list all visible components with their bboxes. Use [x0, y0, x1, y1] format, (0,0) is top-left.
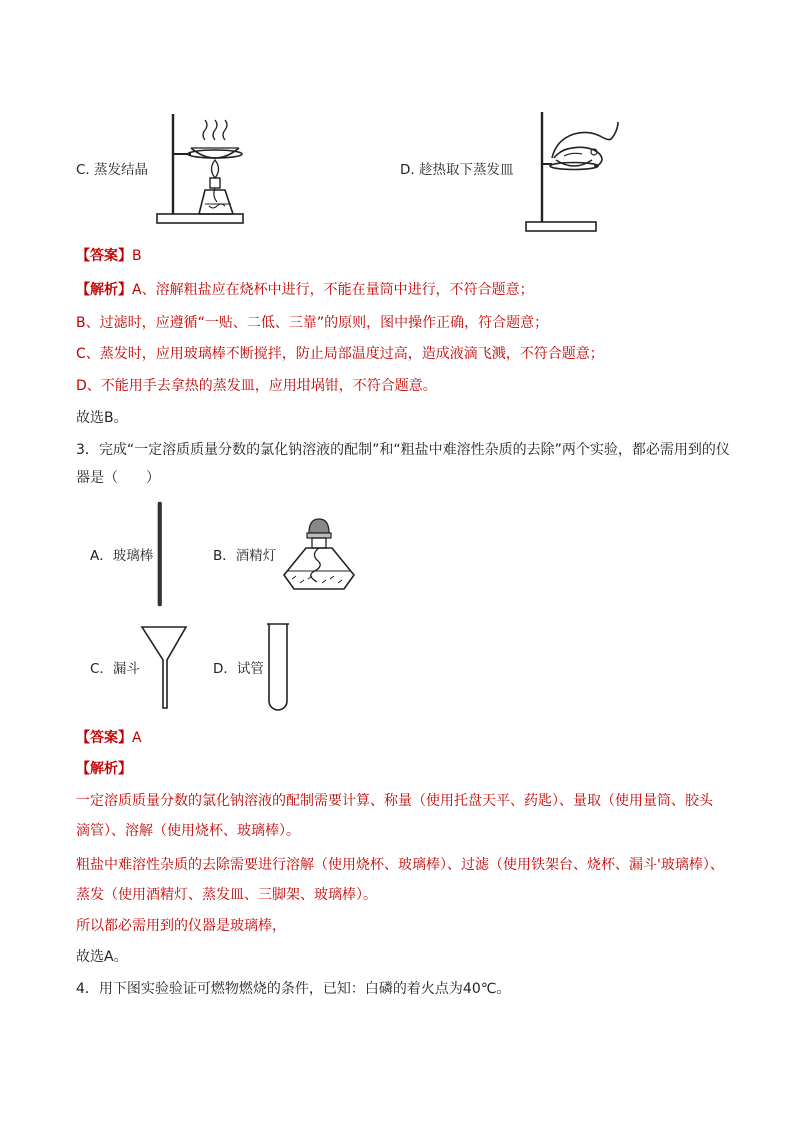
q3-analysis-line-1: 一定溶质质量分数的氯化钠溶液的配制需要计算、称量（使用托盘天平、药匙）、量取（使用量筒、胶头 [76, 793, 713, 809]
glass-rod-figure [155, 500, 165, 610]
q3-stem-line-2: 器是（ ） [76, 470, 160, 486]
q3-option-a: A．玻璃棒 [90, 548, 154, 564]
q3-analysis-line-3: 粗盐中难溶性杂质的去除需要进行溶解（使用烧杯、玻璃棒）、过滤（使用铁架台、烧杯、漏斗'玻璃棒）、 [76, 857, 724, 873]
answer-label: 【答案】 [76, 248, 132, 264]
q3-analysis-line-5: 所以都必需用到的仪器是玻璃棒， [76, 918, 286, 934]
q4-stem: 4．用下图实验验证可燃物燃烧的条件，已知：白磷的着火点为40℃。 [76, 981, 511, 997]
q3-answer [76, 729, 142, 747]
q3-stem-line-1: 3．完成“一定溶质质量分数的氯化钠溶液的配制”和“粗盐中难溶性杂质的去除”两个实验，都必需用到的仪 [76, 442, 730, 458]
q2-analysis-line-3: C、蒸发时，应用玻璃棒不断搅拌，防止局部温度过高，造成液滴飞溅，不符合题意； [76, 346, 604, 362]
option-c-label: C. 蒸发结晶 [76, 162, 149, 178]
q2-analysis-line-2: B、过滤时，应遵循“一贴、二低、三靠”的原则，图中操作正确，符合题意； [76, 315, 549, 331]
analysis-label: 【解析】 [76, 282, 132, 298]
test-tube-figure [266, 621, 290, 713]
q3-analysis-line-4: 蒸发（使用酒精灯、蒸发皿、三脚架、玻璃棒）。 [76, 887, 377, 903]
alcohol-lamp-figure [278, 513, 360, 595]
answer-value: A [132, 730, 142, 746]
q2-analysis-conclusion: 故选B。 [76, 410, 128, 426]
evaporation-apparatus-figure [155, 110, 255, 230]
answer-label: 【答案】 [76, 730, 132, 746]
q3-analysis-conclusion: 故选A。 [76, 949, 128, 965]
q3-analysis-line-2: 滴管）、溶解（使用烧杯、玻璃棒）。 [76, 823, 300, 839]
q3-analysis-label: 【解析】 [76, 761, 132, 777]
option-d-label: D. 趁热取下蒸发皿 [400, 162, 514, 178]
q2-answer [76, 247, 142, 265]
q3-option-d: D．试管 [213, 661, 264, 677]
q2-analysis-line-1: 【解析】A、溶解粗盐应在烧杯中进行，不能在量筒中进行，不符合题意； [76, 282, 534, 298]
remove-dish-by-hand-figure [524, 108, 624, 233]
q3-option-b: B．酒精灯 [213, 548, 277, 564]
answer-value: B [132, 248, 142, 264]
q2-analysis-line-4: D、不能用手去拿热的蒸发皿，应用坩埚钳，不符合题意。 [76, 378, 437, 394]
funnel-figure [140, 624, 190, 710]
q3-option-c: C．漏斗 [90, 661, 140, 677]
